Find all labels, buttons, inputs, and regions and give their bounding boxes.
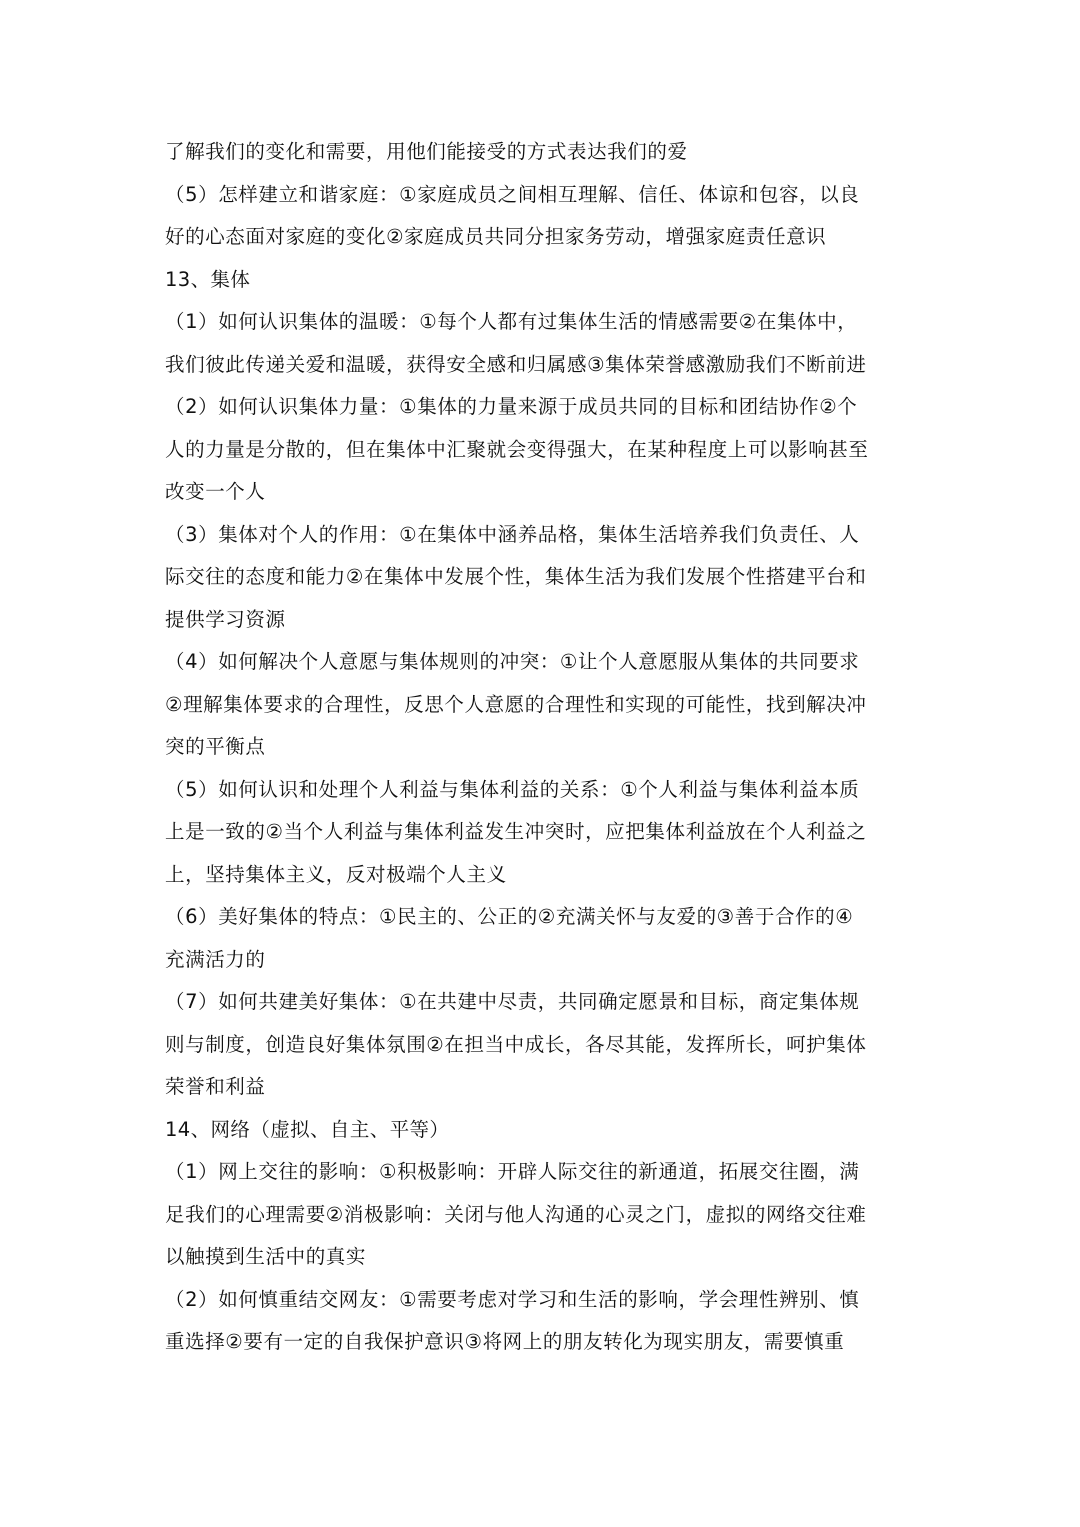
text-line: 际交往的态度和能力②在集体中发展个性，集体生活为我们发展个性搭建平台和 bbox=[165, 565, 867, 588]
text-line: （3）集体对个人的作用：①在集体中涵养品格，集体生活培养我们负责任、人 bbox=[165, 522, 860, 546]
text-line: ②理解集体要求的合理性，反思个人意愿的合理性和实现的可能性，找到解决冲 bbox=[165, 692, 867, 716]
text-line: （7）如何共建美好集体：①在共建中尽责，共同确定愿景和目标，商定集体规 bbox=[165, 990, 860, 1013]
text-line: 充满活力的 bbox=[165, 947, 266, 971]
text-line: （1）网上交往的影响：①积极影响：开辟人际交往的新通道，拓展交往圈，满 bbox=[165, 1160, 860, 1183]
text-line: 上，坚持集体主义，反对极端个人主义 bbox=[165, 862, 507, 886]
text-line: 好的心态面对家庭的变化②家庭成员共同分担家务劳动，增强家庭责任意识 bbox=[165, 225, 827, 248]
text-line: （1）如何认识集体的温暖：①每个人都有过集体生活的情感需要②在集体中， bbox=[165, 310, 858, 333]
text-line: 提供学习资源 bbox=[165, 607, 286, 631]
text-line: （2）如何慎重结交网友：①需要考虑对学习和生活的影响，学会理性辨别、慎 bbox=[165, 1287, 860, 1311]
text-line: 足我们的心理需要②消极影响：关闭与他人沟通的心灵之门，虚拟的网络交往难 bbox=[165, 1202, 867, 1226]
text-line: （5）如何认识和处理个人利益与集体利益的关系：①个人利益与集体利益本质 bbox=[165, 777, 860, 801]
text-line: 荣誉和利益 bbox=[165, 1075, 266, 1098]
text-line: 突的平衡点 bbox=[165, 735, 266, 758]
section-heading-collective: 13、集体 bbox=[165, 267, 251, 291]
text-line: （2）如何认识集体力量：①集体的力量来源于成员共同的目标和团结协作②个 bbox=[165, 395, 858, 418]
section-heading-network: 14、网络（虚拟、自主、平等） bbox=[165, 1117, 450, 1141]
text-line: 上是一致的②当个人利益与集体利益发生冲突时，应把集体利益放在个人利益之 bbox=[165, 820, 867, 843]
text-line: 我们彼此传递关爱和温暖，获得安全感和归属感③集体荣誉感激励我们不断前进 bbox=[165, 352, 867, 376]
text-line: 了解我们的变化和需要，用他们能接受的方式表达我们的爱 bbox=[165, 140, 688, 163]
text-line: 则与制度，创造良好集体氛围②在担当中成长，各尽其能，发挥所长，呵护集体 bbox=[165, 1032, 867, 1056]
text-line: 改变一个人 bbox=[165, 480, 266, 503]
document-body bbox=[165, 131, 925, 1364]
text-line: （5）怎样建立和谐家庭：①家庭成员之间相互理解、信任、体谅和包容，以良 bbox=[165, 182, 860, 206]
text-line: （4）如何解决个人意愿与集体规则的冲突：①让个人意愿服从集体的共同要求 bbox=[165, 650, 860, 673]
text-line: （6）美好集体的特点：①民主的、公正的②充满关怀与友爱的③善于合作的④ bbox=[165, 905, 854, 928]
text-line: 重选择②要有一定的自我保护意识③将网上的朋友转化为现实朋友，需要慎重 bbox=[165, 1330, 845, 1353]
text-line: 以触摸到生活中的真实 bbox=[165, 1245, 367, 1268]
text-line: 人的力量是分散的，但在集体中汇聚就会变得强大，在某种程度上可以影响甚至 bbox=[165, 437, 869, 461]
